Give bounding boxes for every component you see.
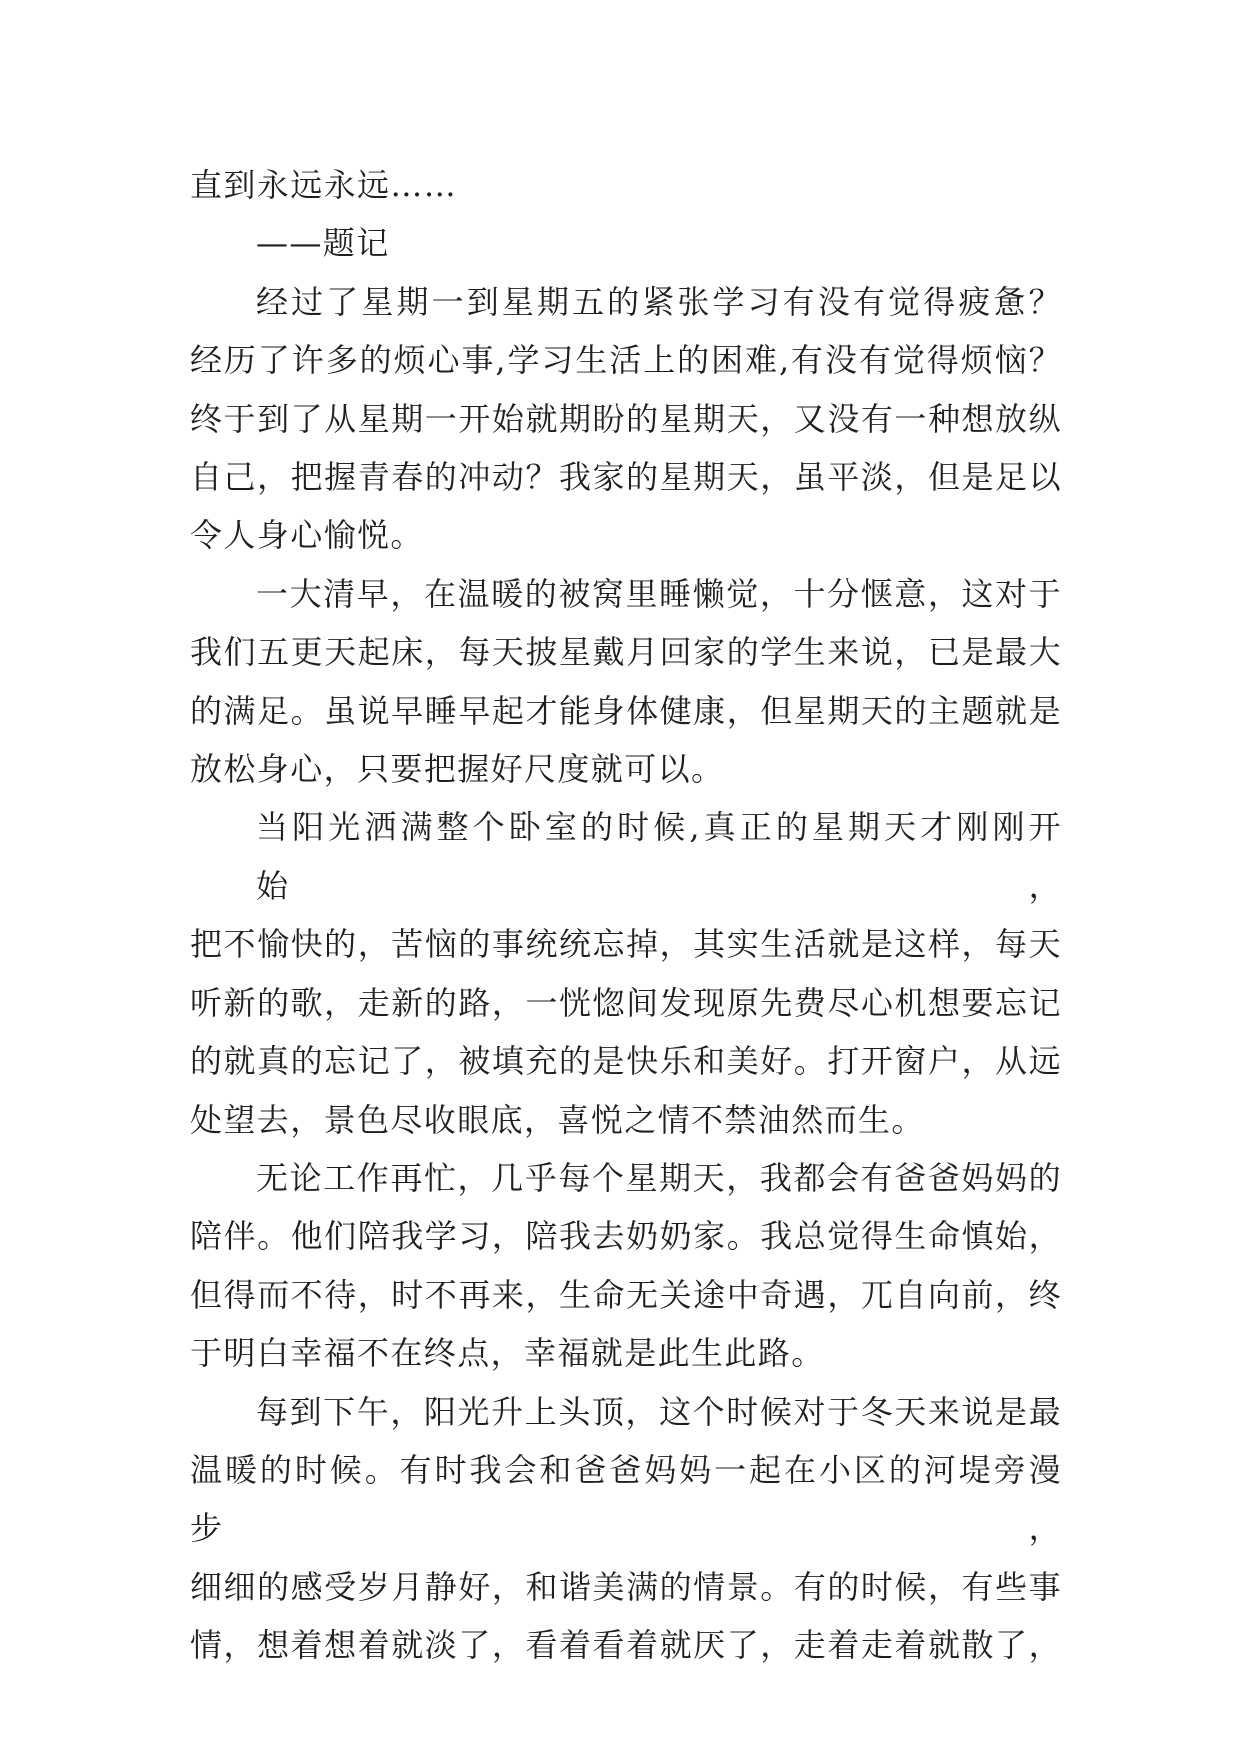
paragraph-5-line: 温暖的时候。有时我会和爸爸妈妈一起在小区的河堤旁漫步， — [190, 1450, 1062, 1548]
paragraph-3-line: 把不愉快的，苦恼的事统统忘掉，其实生活就是这样，每天 — [190, 925, 1062, 964]
paragraph-2-line: 的满足。虽说早睡早起才能身体健康，但星期天的主题就是 — [190, 691, 1062, 730]
paragraph-1-line: 经过了星期一到星期五的紧张学习有没有觉得疲惫？ — [256, 282, 1062, 321]
paragraph-3-line: 当阳光洒满整个卧室的时候,真正的星期天才刚刚开始， — [256, 808, 1062, 905]
paragraph-1-line: 自己，把握青春的冲动？我家的星期天，虽平淡，但是足以 — [190, 458, 1062, 497]
paragraph-3-line: 的就真的忘记了，被填充的是快乐和美好。打开窗户，从远 — [190, 1042, 1062, 1081]
paragraph-3-line: 处望去，景色尽收眼底，喜悦之情不禁油然而生。 — [190, 1100, 925, 1139]
essay-body — [190, 156, 1062, 1675]
paragraph-3-line: 听新的歌，走新的路，一恍惚间发现原先费尽心机想要忘记 — [190, 983, 1062, 1022]
paragraph-5-line: 细细的感受岁月静好，和谐美满的情景。有的时候，有些事 — [190, 1567, 1062, 1606]
paragraph-5-line: 情，想着想着就淡了，看着看着就厌了，走着走着就散了， — [190, 1626, 1062, 1665]
paragraph-1-line: 经历了许多的烦心事,学习生活上的困难,有没有觉得烦恼？ — [190, 341, 1062, 380]
paragraph-4-line: 陪伴。他们陪我学习，陪我去奶奶家。我总觉得生命慎始， — [190, 1217, 1062, 1256]
text-line: 直到永远永远…… — [190, 166, 458, 204]
paragraph-4-line: 无论工作再忙，几乎每个星期天，我都会有爸爸妈妈的 — [256, 1158, 1062, 1197]
epigraph-attribution: ——题记 — [256, 224, 390, 263]
paragraph-2-line: 放松身心，只要把握好尺度就可以。 — [190, 750, 725, 789]
paragraph-2-line: 一大清早，在温暖的被窝里睡懒觉，十分惬意，这对于 — [256, 574, 1062, 613]
paragraph-4-line: 但得而不待，时不再来，生命无关途中奇遇，兀自向前，终 — [190, 1275, 1062, 1314]
paragraph-5-line: 每到下午，阳光升上头顶，这个时候对于冬天来说是最 — [256, 1392, 1062, 1431]
paragraph-2-line: 我们五更天起床，每天披星戴月回家的学生来说，已是最大 — [190, 633, 1062, 672]
paragraph-1-line: 终于到了从星期一开始就期盼的星期天，又没有一种想放纵 — [190, 399, 1062, 438]
paragraph-4-line: 于明白幸福不在终点，幸福就是此生此路。 — [190, 1334, 825, 1373]
paragraph-1-line: 令人身心愉悦。 — [190, 516, 424, 555]
